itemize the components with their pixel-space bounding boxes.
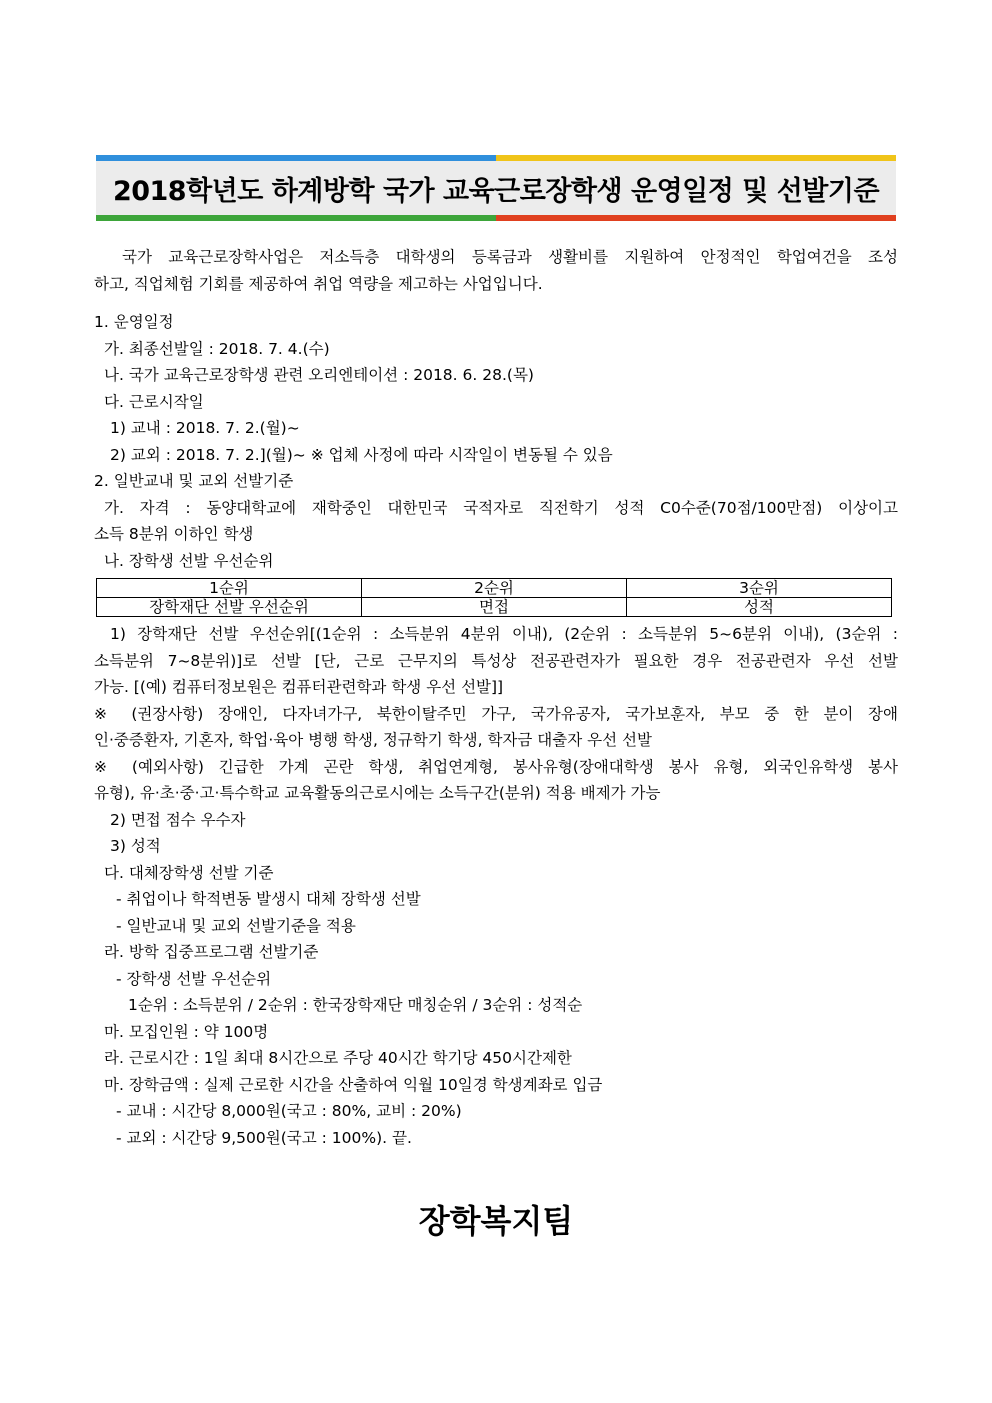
section-2-heading: 2. 일반교내 및 교외 선발기준	[94, 472, 294, 490]
table-cell: 장학재단 선발 우선순위	[97, 598, 362, 617]
priority-table	[96, 578, 892, 617]
s1-item-a: 가. 최종선발일 : 2018. 7. 4.(수)	[104, 339, 330, 358]
s2-item-g: 마. 장학금액 : 실제 근로한 시간을 산출하여 익월 10일경 학생계좌로 입금	[104, 1075, 603, 1094]
s2-item-d2: 1순위 : 소득분위 / 2순위 : 한국장학재단 매칭순위 / 3순위 : 성적순	[128, 996, 583, 1014]
s2-note-3: 3) 성적	[110, 837, 161, 855]
recommendation-line-2: 인·중증환자, 기혼자, 학업·육아 병행 학생, 정규학기 학생, 학자금 대출자 우선 선발	[94, 731, 652, 749]
s2-item-a-line-2: 소득 8분위 이하인 학생	[94, 525, 254, 543]
s2-note-1-line-2: 소득분위 7~8분위)]로 선발 [단, 근로 근무지의 특성상 전공관련자가 필요한 경우 전공관련자 우선 선발	[94, 651, 898, 670]
s2-item-f: 라. 근로시간 : 1일 최대 8시간으로 주당 40시간 학기당 450시간제한	[104, 1049, 572, 1067]
title-banner	[96, 155, 896, 221]
title-background	[96, 161, 896, 215]
intro-line-1: 국가 교육근로장학사업은 저소득층 대학생의 등록금과 생활비를 지원하여 안정적인 학업여건을 조성	[122, 248, 898, 266]
exception-line-2: 유형), 유·초·중·고·특수학교 교육활동의근로시에는 소득구간(분위) 적용 배제가 가능	[94, 784, 661, 802]
s1-item-c2: 2) 교외 : 2018. 7. 2.](월)~ ※ 업체 사정에 따라 시작일이 변동될 수 있음	[110, 445, 613, 464]
s2-item-c: 다. 대체장학생 선발 기준	[104, 863, 274, 882]
s2-item-e: 마. 모집인원 : 약 100명	[104, 1022, 269, 1041]
title-bottom-bar	[96, 215, 896, 221]
s2-item-d: 라. 방학 집중프로그램 선발기준	[104, 943, 319, 961]
s2-item-b: 나. 장학생 선발 우선순위	[104, 551, 274, 570]
table-header-cell: 2순위	[362, 579, 627, 598]
table-header-row	[97, 579, 892, 598]
table-header-cell: 1순위	[97, 579, 362, 598]
s2-item-d1: - 장학생 선발 우선순위	[116, 969, 272, 988]
s1-item-c: 다. 근로시작일	[104, 392, 204, 411]
table-cell: 면접	[362, 598, 627, 617]
section-1-heading: 1. 운영일정	[94, 313, 174, 331]
s2-item-g2: - 교외 : 시간당 9,500원(국고 : 100%). 끝.	[116, 1128, 412, 1147]
table-header-cell: 3순위	[627, 579, 892, 598]
exception-line-1: ※ (예외사항) 긴급한 가계 곤란 학생, 취업연계형, 봉사유형(장애대학생 봉사 유형, 외국인유학생 봉사	[94, 757, 898, 776]
s2-note-2: 2) 면접 점수 우수자	[110, 810, 246, 829]
s2-note-1-line-1: 1) 장학재단 선발 우선순위[(1순위 : 소득분위 4분위 이내), (2순위 : 소득분위 5~6분위 이내), (3순위 :	[110, 625, 898, 643]
s2-item-a-line-1: 가. 자격 : 동양대학교에 재학중인 대한민국 국적자로 직전학기 성적 C0수준(70점/100만점) 이상이고	[104, 498, 898, 517]
table-row	[97, 598, 892, 617]
document-body	[94, 244, 898, 1151]
table-cell: 성적	[627, 598, 892, 617]
s1-item-b: 나. 국가 교육근로장학생 관련 오리엔테이션 : 2018. 6. 28.(목)	[104, 366, 534, 384]
recommendation-line-1: ※ (권장사항) 장애인, 다자녀가구, 북한이탈주민 가구, 국가유공자, 국가보훈자, 부모 중 한 분이 장애	[94, 704, 898, 723]
s1-item-c1: 1) 교내 : 2018. 7. 2.(월)~	[110, 419, 300, 437]
s2-item-g1: - 교내 : 시간당 8,000원(국고 : 80%, 교비 : 20%)	[116, 1102, 462, 1120]
s2-item-c2: - 일반교내 및 교외 선발기준을 적용	[116, 916, 356, 935]
page-title: 2018학년도 하계방학 국가 교육근로장학생 운영일정 및 선발기준	[112, 175, 880, 207]
s2-note-1-line-3: 가능. [(예) 컴퓨터정보원은 컴퓨터관련학과 학생 우선 선발]]	[94, 678, 504, 696]
intro-line-2: 하고, 직업체험 기회를 제공하여 취업 역량을 제고하는 사업입니다.	[94, 274, 543, 293]
team-signature: 장학복지팀	[418, 1202, 574, 1240]
s2-item-c1: - 취업이나 학적변동 발생시 대체 장학생 선발	[116, 890, 421, 908]
